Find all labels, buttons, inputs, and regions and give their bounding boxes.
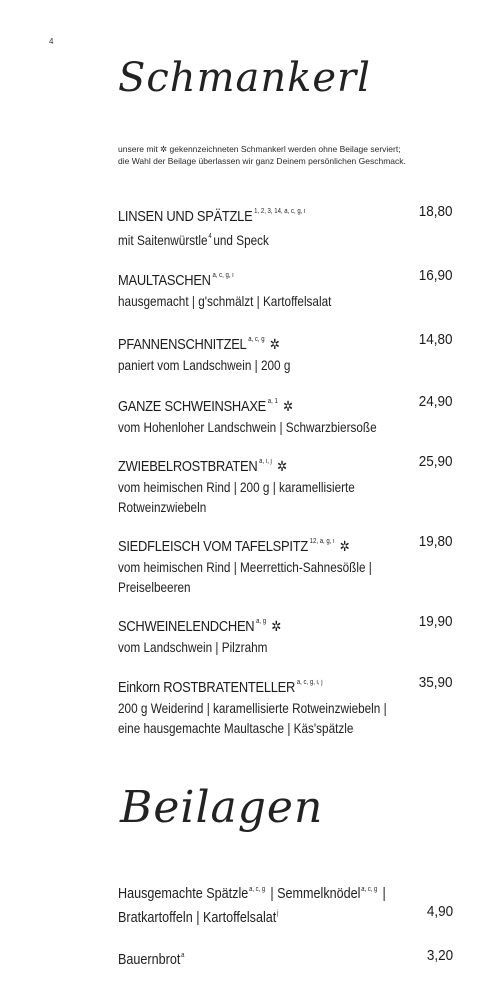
allergen-codes: a, c, g [248,336,265,343]
star-icon: ✲ [339,538,350,554]
menu-item-pfannenschnitzel [118,330,453,375]
allergen-codes: a, g [256,618,267,625]
allergen-codes: 1, 2, 3, 14, a, c, g, i [254,208,306,215]
allergen-codes: a, c, g [361,886,378,893]
item-description: paniert vom Landschwein | 200 g [118,357,291,373]
item-description: vom heimischen Rind | 200 g | karamellisierte [118,479,355,495]
item-name: SIEDFLEISCH VOM TAFELSPITZ $^{12, a, g, i}$ ✲ [118,538,350,555]
side-dish-item [118,946,453,970]
item-description: mit Saitenwürstle$^4$ und Speck [118,232,269,248]
item-description: eine hausgemachte Maultasche | Käs'spätzle [118,720,354,736]
section-title-beilagen: Beilagen [120,782,324,833]
item-name: LINSEN UND SPÄTZLE $^{1, 2, 3, 14, a, c, g, i}$ [118,208,306,225]
menu-item-rostbratenteller [118,673,453,738]
star-icon: ✲ [277,458,287,474]
item-price: 19,90 [419,613,453,630]
star-icon: ✲ [269,336,280,352]
menu-item-zwiebelrostbraten [118,452,453,517]
item-name: GANZE SCHWEINSHAXE $^{a, 1}$ ✲ [118,398,293,415]
menu-item-maultaschen [118,266,453,311]
allergen-codes: 12, a, g, i [309,538,335,545]
item-description: vom Landschwein | Pilzrahm [118,639,268,655]
item-price: 25,90 [419,453,453,470]
allergen-codes: a [181,952,185,959]
allergen-codes: a, i, j [259,458,272,465]
item-description: Rotweinzwiebeln [118,499,207,515]
item-description: Bratkartoffeln | Kartoffelsalat$^j$ [118,909,279,926]
menu-item-schweinelendchen [118,612,453,657]
item-name: MAULTASCHEN $^{a, c, g, i}$ [118,272,234,289]
item-price: 14,80 [419,331,453,348]
item-description: Bauernbrot$^a$ [118,951,185,968]
item-name: ZWIEBELROSTBRATEN $^{a, i, j}$ ✲ [118,458,287,475]
item-price: 4,90 [426,903,453,920]
menu-item-siedfleisch [118,532,453,597]
allergen-codes: a, 1 [267,398,278,405]
item-description: 200 g Weiderind | karamellisierte Rotweinzwiebeln | [118,700,387,716]
item-price: 18,80 [419,203,453,220]
item-price: 19,80 [419,533,453,550]
item-description: Hausgemachte Spätzle$^{a, c, g}$ | Semmelknödel$^{a, c, g}$ | [118,885,386,902]
item-description: vom Hohenloher Landschwein | Schwarzbiersoße [118,419,377,435]
section-intro [118,143,418,167]
allergen-codes: a, c, g [249,886,266,893]
allergen-codes: a, c, g, i, j [296,679,323,686]
item-description: Preiselbeeren [118,579,191,595]
item-price: 24,90 [419,393,453,410]
intro-line: die Wahl der Beilage überlassen wir ganz Deinem persönlichen Geschmack. [118,156,406,166]
star-icon: ✲ [271,618,282,634]
item-price: 35,90 [419,674,453,691]
item-description: hausgemacht | g'schmälzt | Kartoffelsalat [118,293,332,309]
star-icon: ✲ [282,398,293,414]
menu-item-linsen-spaetzle [118,202,453,250]
item-description: vom heimischen Rind | Meerrettich-Sahnesößle | [118,559,372,575]
section-title-schmankerl: Schmankerl [118,55,371,101]
item-price: 3,20 [426,947,453,964]
item-name: SCHWEINELENDCHEN $^{a, g}$ ✲ [118,618,282,635]
intro-line: unsere mit ✲ gekennzeichneten Schmankerl werden ohne Beilage serviert; [118,144,401,154]
item-name: PFANNENSCHNITZEL $^{a, c, g}$ ✲ [118,336,280,353]
menu-item-schweinshaxe [118,392,453,437]
page-number: 4 [49,37,54,46]
allergen-codes: a, c, g, i [212,272,234,279]
side-dish-item [118,880,453,928]
item-name: Einkorn ROSTBRATENTELLER $^{a, c, g, i, j}$ [118,679,323,696]
item-price: 16,90 [419,267,453,284]
allergen-codes: j [277,910,279,917]
